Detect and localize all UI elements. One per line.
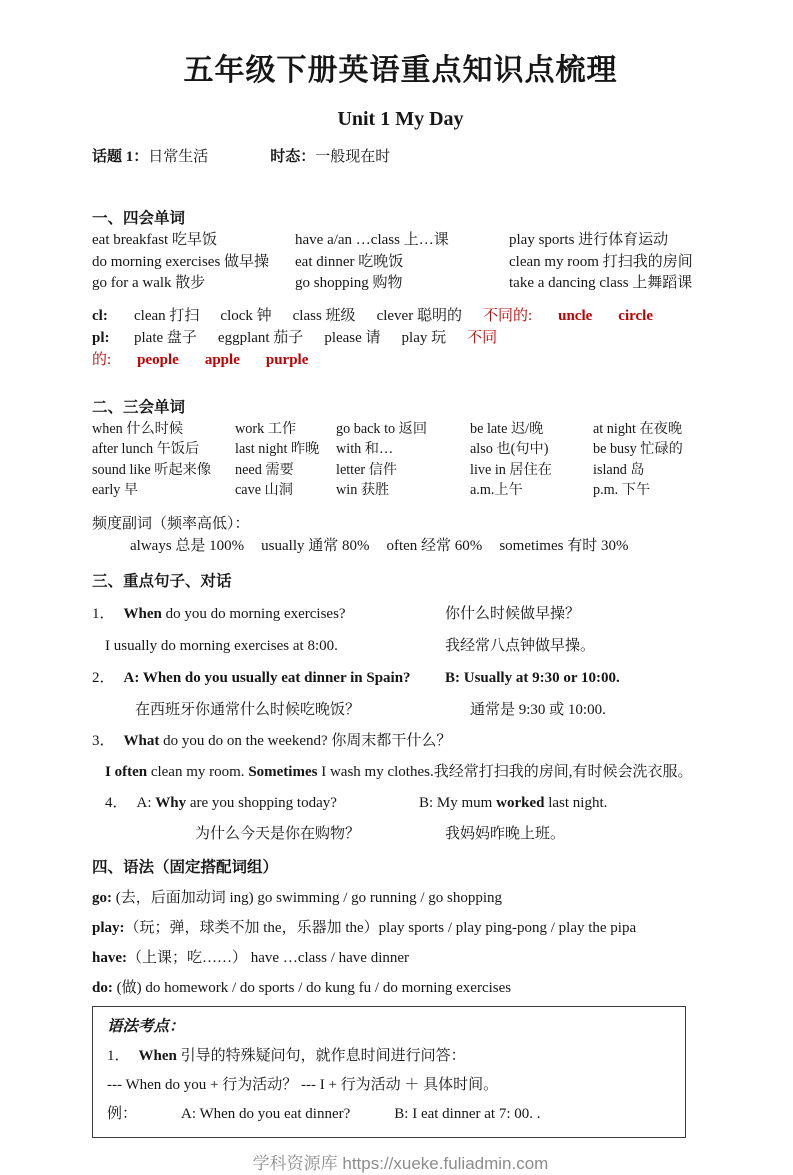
- pl-words-row: [92, 327, 709, 371]
- word-cell: play sports 进行体育运动: [509, 232, 669, 248]
- grammar-points-box: [92, 1006, 686, 1138]
- sentence-3-question: 3． What do you do on the weekend? 你周末都干什么？: [92, 732, 452, 749]
- word-cell: with 和…: [336, 441, 394, 457]
- word-cell: take a dancing class 上舞蹈课: [509, 275, 693, 291]
- pl-diff-word: purple: [265, 351, 309, 368]
- frequency-item: often 经常 60%: [386, 537, 483, 554]
- example-answer: B: I eat dinner at 7: 00. .: [394, 1105, 541, 1122]
- example-label: 例：: [107, 1105, 138, 1122]
- word-cell: be late 迟/晚: [470, 420, 544, 437]
- word-cell: eat dinner 吃晚饭: [295, 253, 404, 270]
- tense-label: 时态：: [270, 149, 316, 165]
- word-cell: be busy 忙碌的: [593, 441, 683, 457]
- sentence-2-question-cn: 在西班牙你通常什么时候吃晚饭？: [135, 701, 361, 718]
- cl-diff-word: uncle: [558, 307, 593, 324]
- word-cell: have a/an …class 上…课: [295, 232, 449, 248]
- word-cell: go shopping 购物: [295, 275, 403, 291]
- sentence-1-answer-cn: 我经常八点钟做早操。: [445, 637, 596, 654]
- sentence-2-answer: B: Usually at 9:30 or 10:00.: [445, 669, 620, 686]
- sentence-4-question-cn: 为什么今天是你在购物？: [195, 825, 361, 842]
- footer: [92, 1153, 709, 1175]
- sentence-4-cn-row: [92, 823, 709, 845]
- example-question: A: When do you eat dinner?: [181, 1105, 351, 1122]
- frequency-item: usually 通常 80%: [261, 537, 370, 554]
- word-cell: go for a walk 散步: [92, 275, 206, 291]
- grammar-pattern: --- When do you + 行为活动？ --- I + 行为活动 ＋ 具体时间。: [107, 1076, 499, 1093]
- footer-text: 学科资源库 https://xueke.fuliadmin.com: [252, 1153, 549, 1173]
- topic-value: 日常生活: [148, 149, 209, 165]
- pl-diff-word: apple: [204, 351, 240, 368]
- pl-word: eggplant 茄子: [217, 329, 304, 346]
- cl-diff-word: circle: [618, 307, 653, 324]
- cl-diff-label: 不同的:: [482, 307, 533, 324]
- pl-diff-label: 不同的:: [92, 329, 498, 368]
- cl-word: clock 钟: [220, 307, 272, 324]
- word-cell: island 岛: [593, 461, 645, 478]
- three-skill-words-table: [92, 419, 709, 501]
- grammar-point-1: 1． When 引导的特殊疑问句，就作息时间进行问答：: [107, 1047, 466, 1064]
- sentence-3-answer: I often clean my room. Sometimes I wash my clothes.我经常打扫我的房间,有时候会洗衣服。: [105, 763, 693, 780]
- document-title: 五年级下册英语重点知识点梳理: [183, 54, 618, 87]
- frequency-item: always 总是 100%: [130, 537, 245, 554]
- topic-label: 话题 1：: [92, 149, 149, 165]
- section-2-heading: 二、三会单词: [92, 398, 186, 416]
- sentence-1-question-cn: 你什么时候做早操？: [445, 605, 581, 622]
- pl-word: play 玩: [401, 329, 447, 346]
- word-cell: a.m.上午: [470, 482, 523, 498]
- word-cell: sound like 听起来像: [92, 461, 212, 478]
- cl-word: clean 打扫: [134, 307, 200, 324]
- frequency-item: sometimes 有时 30%: [499, 537, 629, 554]
- sentence-4-question: 4． A: Why are you shopping today?: [105, 794, 337, 811]
- word-cell: eat breakfast 吃早饭: [92, 232, 217, 248]
- unit-title: Unit 1 My Day: [337, 108, 464, 130]
- word-cell: last night 昨晚: [235, 441, 320, 457]
- pl-label: pl:: [92, 329, 110, 346]
- collocation-have: have:（上课；吃……） have …class / have dinner: [92, 949, 410, 966]
- section-4-heading: 四、语法（固定搭配词组）: [92, 858, 279, 876]
- tense-value: 一般现在时: [315, 149, 391, 165]
- sentence-4-question-row: [92, 792, 709, 814]
- grammar-box-title: 语法考点：: [107, 1017, 185, 1035]
- pl-word: please 请: [324, 329, 381, 346]
- cl-word: class 班级: [292, 307, 356, 324]
- word-cell: after lunch 午饭后: [92, 441, 200, 457]
- sentence-4-answer-cn: 我妈妈昨晚上班。: [445, 825, 566, 842]
- word-cell: p.m. 下午: [593, 482, 651, 498]
- word-cell: also 也(句中): [470, 441, 549, 457]
- pl-word: plate 盘子: [134, 329, 197, 346]
- four-skill-words-table: [92, 230, 709, 295]
- sentence-2-question: 2． A: When do you usually eat dinner in Spain?: [92, 669, 411, 686]
- grammar-example: [107, 1104, 671, 1125]
- word-cell: at night 在夜晚: [593, 420, 683, 437]
- collocation-play: play:（玩；弹，球类不加 the，乐器加 the）play sports / play ping-pong / play the pipa: [92, 919, 637, 936]
- section-3-heading: 三、重点句子、对话: [92, 572, 232, 590]
- sentence-1-question: 1． When do you do morning exercises?: [92, 605, 346, 622]
- section-1-heading: 一、四会单词: [92, 210, 186, 227]
- cl-words-row: [92, 305, 709, 327]
- cl-label: cl:: [92, 307, 108, 324]
- sentence-2-cn-row: [92, 699, 709, 721]
- sentence-1-question-row: [92, 603, 709, 625]
- topic-line: [92, 146, 709, 168]
- word-cell: go back to 返回: [336, 420, 428, 437]
- frequency-adverbs-heading: 频度副词（频率高低）：: [92, 515, 250, 532]
- cl-word: clever 聪明的: [376, 307, 462, 324]
- collocation-do: do: (做) do homework / do sports / do kung fu / do morning exercises: [92, 979, 512, 996]
- frequency-adverbs-list: [92, 535, 709, 557]
- sentence-2-question-row: [92, 667, 709, 689]
- sentence-2-answer-cn: 通常是 9:30 或 10:00.: [470, 701, 606, 718]
- collocation-go: go: (去，后面加动词 ing) go swimming / go running / go shopping: [92, 889, 503, 906]
- word-cell: live in 居住在: [470, 461, 552, 478]
- word-cell: letter 信件: [336, 461, 398, 478]
- word-cell: cave 山洞: [235, 482, 293, 498]
- sentence-1-answer: I usually do morning exercises at 8:00.: [105, 637, 338, 654]
- pl-diff-word: people: [137, 351, 179, 368]
- word-cell: clean my room 打扫我的房间: [509, 253, 693, 270]
- word-cell: when 什么时候: [92, 420, 184, 437]
- sentence-1-answer-row: [92, 635, 709, 657]
- word-cell: win 获胜: [336, 482, 390, 498]
- word-cell: do morning exercises 做早操: [92, 253, 270, 270]
- word-cell: need 需要: [235, 461, 294, 478]
- word-cell: early 早: [92, 482, 139, 498]
- sentence-4-answer: B: My mum worked last night.: [419, 794, 608, 811]
- word-cell: work 工作: [235, 420, 297, 437]
